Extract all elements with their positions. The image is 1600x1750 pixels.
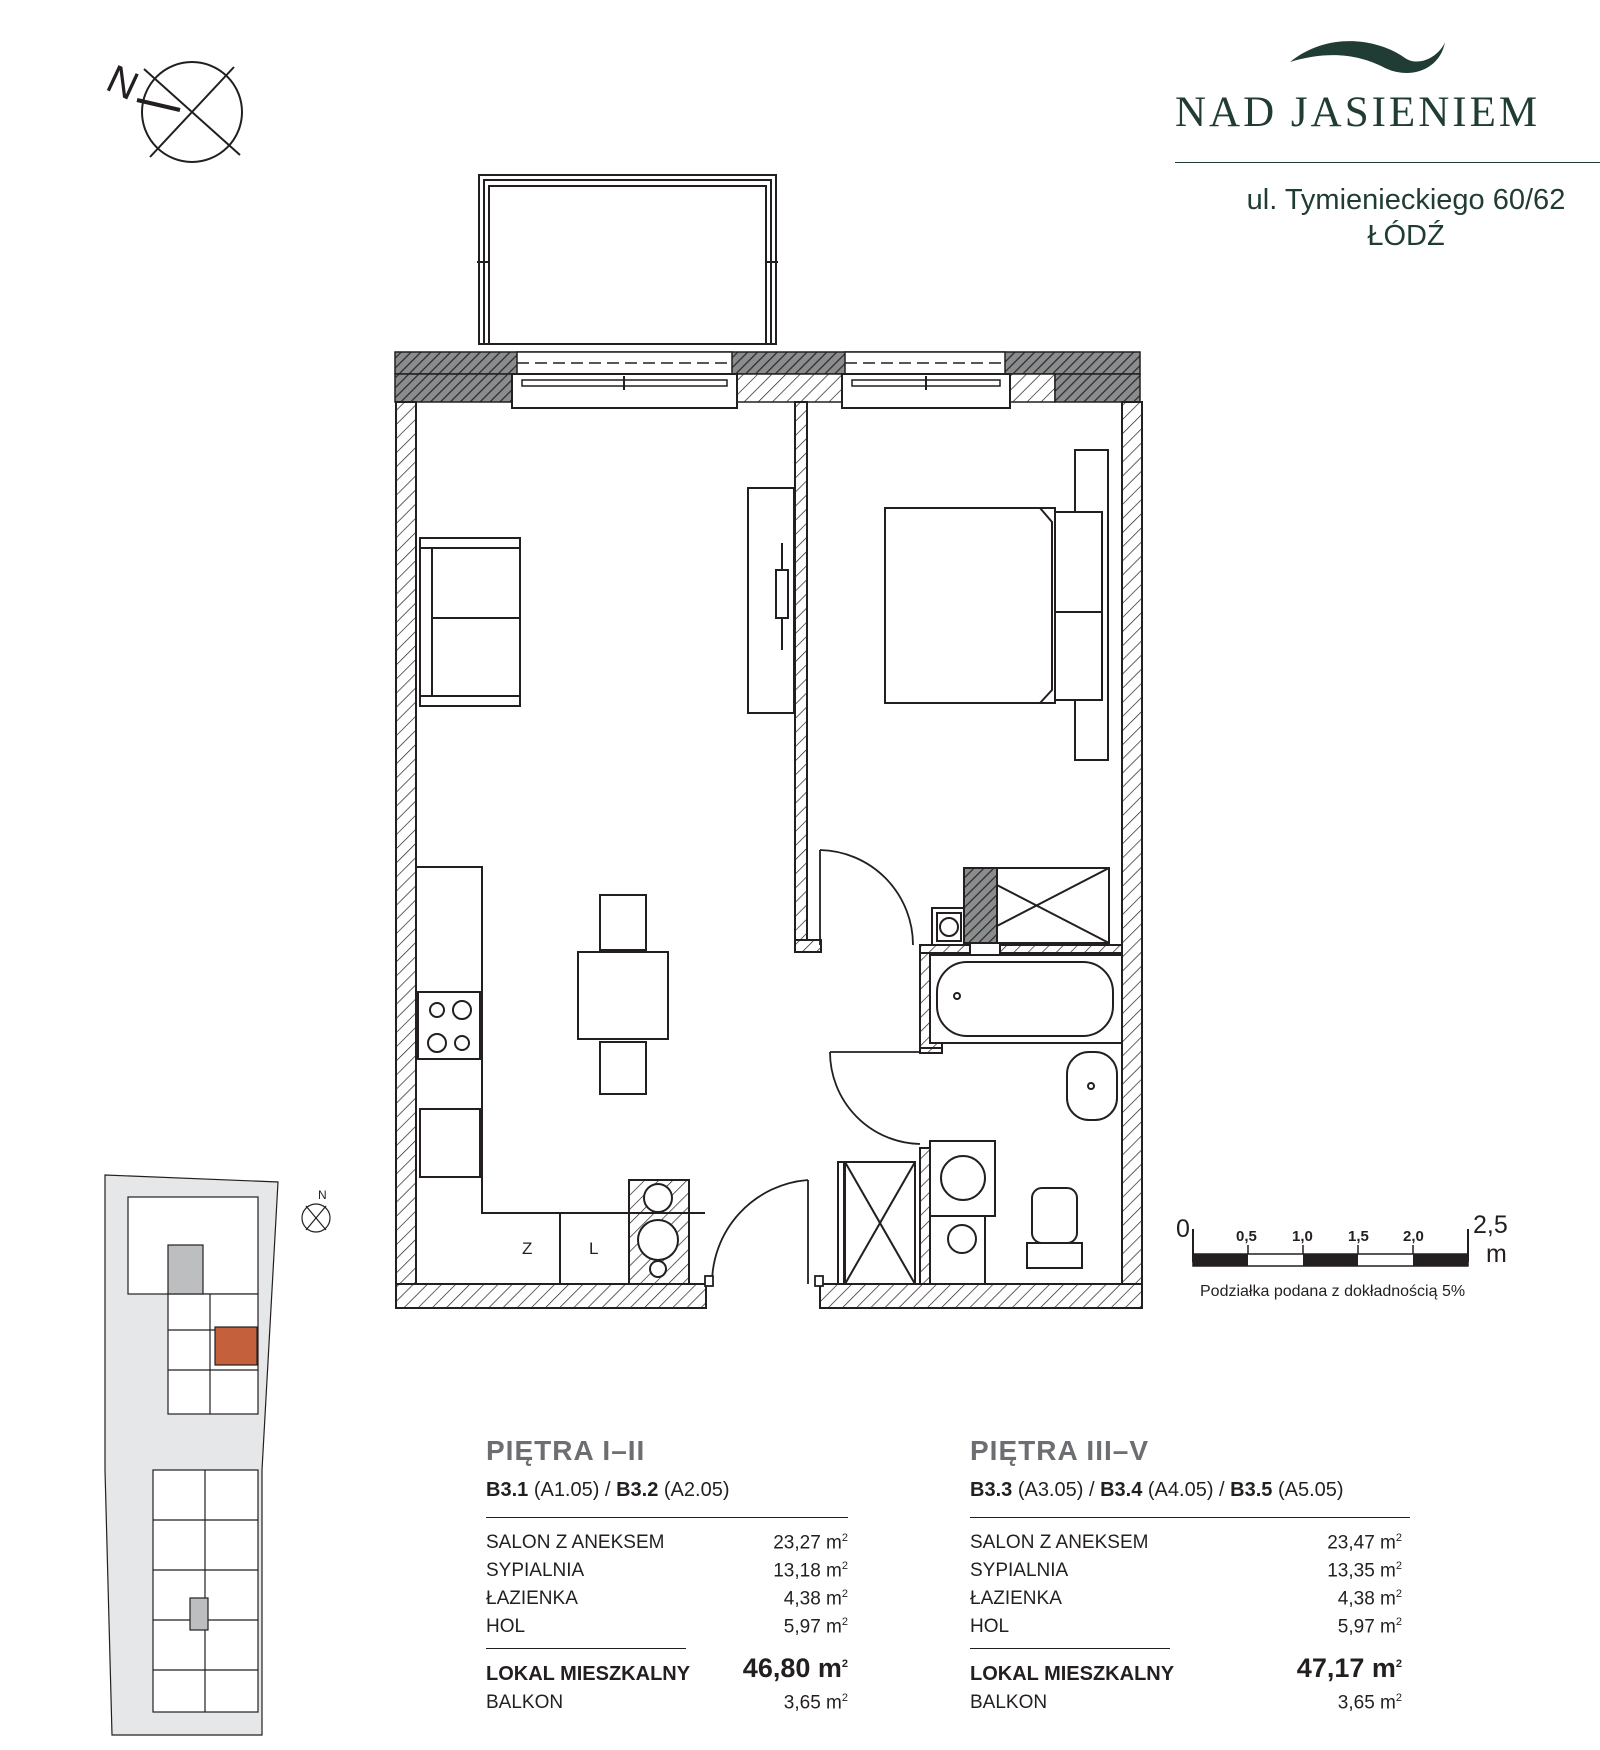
compass-rose <box>100 57 245 162</box>
unit-separator: / <box>599 1479 617 1501</box>
room-name: HOL <box>970 1616 1010 1637</box>
living-room-furniture <box>416 488 794 1284</box>
unit-separator: / <box>1213 1479 1231 1501</box>
table-title: PIĘTRA III–V <box>970 1435 1150 1466</box>
room-area: 23,27 $m^2$ <box>773 1532 848 1554</box>
room-area: 5,97 $m^2$ <box>783 1616 848 1638</box>
scale-unit: m <box>1486 1240 1507 1268</box>
room-name: ŁAZIENKA <box>970 1588 1062 1609</box>
unit-code: B3.2 <box>616 1479 659 1501</box>
mini-north-label: N <box>318 1188 327 1202</box>
unit-code: B3.1 <box>486 1479 529 1501</box>
room-area: 5,97 $m^2$ <box>1337 1616 1402 1638</box>
unit-code: B3.4 <box>1100 1479 1143 1501</box>
unit-alt: (A4.05) <box>1147 1479 1214 1501</box>
room-area: 4,38 $m^2$ <box>1337 1588 1402 1610</box>
area-table-floors-3-5 <box>970 1435 1410 1735</box>
balcony <box>477 175 778 344</box>
table-rule <box>970 1517 1410 1518</box>
north-label: N <box>100 56 145 110</box>
scale-label-4: 2,0 <box>1403 1228 1424 1245</box>
table-rule <box>486 1517 848 1518</box>
balcony-label: BALKON <box>970 1692 1048 1713</box>
room-area: 4,38 $m^2$ <box>783 1588 848 1610</box>
address <box>1175 182 1600 254</box>
freezer-label: Z <box>522 1239 533 1258</box>
unit-separator: / <box>1083 1479 1101 1501</box>
unit-codes <box>970 1479 1344 1502</box>
room-name: SYPIALNIA <box>970 1560 1069 1581</box>
room-name: SALON Z ANEKSEM <box>970 1532 1149 1553</box>
exterior-wall <box>395 352 1140 408</box>
unit-alt: (A3.05) <box>1017 1479 1084 1501</box>
scale-label-3: 1,5 <box>1348 1228 1369 1245</box>
unit-alt: (A1.05) <box>533 1479 600 1501</box>
unit-alt: (A2.05) <box>663 1479 730 1501</box>
fridge-label: L <box>589 1239 599 1258</box>
room-area: 13,35 $m^2$ <box>1327 1560 1402 1582</box>
unit-code: B3.3 <box>970 1479 1013 1501</box>
bathroom-fixtures <box>838 908 1122 1284</box>
room-name: SALON Z ANEKSEM <box>486 1532 665 1553</box>
scale-label-1: 0,5 <box>1236 1228 1257 1245</box>
address-city: ŁÓDŹ <box>1367 220 1445 252</box>
unit-alt: (A5.05) <box>1277 1479 1344 1501</box>
unit-codes <box>486 1479 729 1502</box>
brand-divider <box>1175 162 1600 163</box>
scale-label-5: 2,5 <box>1473 1211 1508 1239</box>
balcony-label: BALKON <box>486 1692 564 1713</box>
total-label: LOKAL MIESZKALNY <box>486 1663 691 1685</box>
brand-name: NAD JASIENIEM <box>1175 89 1541 136</box>
scale-note: Podziałka podana z dokładnością 5% <box>1200 1283 1466 1300</box>
brand-leaf-logo <box>1290 41 1445 73</box>
table-rule <box>486 1648 686 1649</box>
address-street: ul. Tymienieckiego 60/62 <box>1246 184 1566 216</box>
room-name: SYPIALNIA <box>486 1560 585 1581</box>
area-table-floors-1-2 <box>486 1435 866 1735</box>
balcony-area: 3,65 $m^2$ <box>783 1692 848 1714</box>
total-area: 46,80 $m^2$ <box>742 1653 848 1683</box>
total-area: 47,17 $m^2$ <box>1296 1653 1402 1683</box>
scale-bar <box>1176 1211 1508 1268</box>
site-key-plan <box>105 1175 330 1735</box>
room-name: ŁAZIENKA <box>486 1588 578 1609</box>
balcony-area: 3,65 $m^2$ <box>1337 1692 1402 1714</box>
room-area: 23,47 $m^2$ <box>1327 1532 1402 1554</box>
bedroom-furniture <box>885 450 1109 943</box>
unit-code: B3.5 <box>1230 1479 1273 1501</box>
table-rule <box>970 1648 1170 1649</box>
total-label: LOKAL MIESZKALNY <box>970 1663 1175 1685</box>
scale-label-2: 1,0 <box>1292 1228 1313 1245</box>
table-title: PIĘTRA I–II <box>486 1435 646 1466</box>
room-area: 13,18 $m^2$ <box>773 1560 848 1582</box>
scale-label-0: 0 <box>1176 1215 1190 1243</box>
room-name: HOL <box>486 1616 526 1637</box>
